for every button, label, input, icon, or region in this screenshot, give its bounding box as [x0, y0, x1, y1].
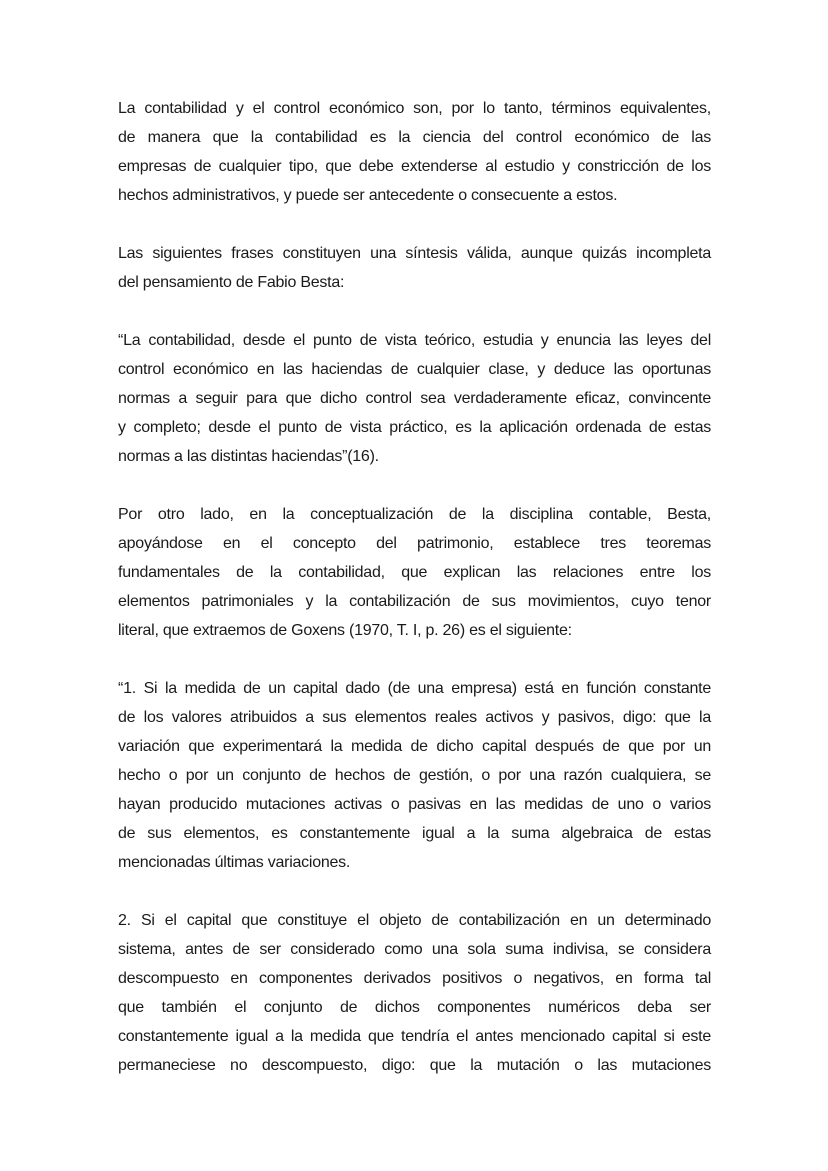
- text-line: literal, que extraemos de Goxens (1970, T. I, p. 26) es el siguiente:: [118, 622, 572, 639]
- paragraph: [118, 239, 711, 297]
- text-line: de sus elementos, es constantemente igual a la suma algebraica de estas: [118, 825, 711, 842]
- text-line: normas a seguir para que dicho control sea verdaderamente eficaz, convincente: [118, 390, 711, 407]
- text-line: hecho o por un conjunto de hechos de gestión, o por una razón cualquiera, se: [118, 767, 711, 784]
- text-line: mencionadas últimas variaciones.: [118, 854, 351, 871]
- text-line: sistema, antes de ser considerado como una sola suma indivisa, se considera: [118, 941, 711, 958]
- paragraph: [118, 94, 711, 210]
- document-page: [118, 94, 711, 1109]
- text-line: constantemente igual a la medida que tendría el antes mencionado capital si este: [118, 1028, 711, 1045]
- text-line: que también el conjunto de dichos componentes numéricos deba ser: [118, 999, 711, 1016]
- text-line: “La contabilidad, desde el punto de vista teórico, estudia y enuncia las leyes del: [118, 332, 711, 349]
- text-line: apoyándose en el concepto del patrimonio, establece tres teoremas: [118, 535, 711, 552]
- paragraph: [118, 674, 711, 877]
- text-line: hechos administrativos, y puede ser antecedente o consecuente a estos.: [118, 187, 618, 204]
- paragraph: [118, 326, 711, 471]
- text-line: control económico en las haciendas de cualquier clase, y deduce las oportunas: [118, 361, 711, 378]
- text-line: variación que experimentará la medida de dicho capital después de que por un: [118, 738, 711, 755]
- text-line: del pensamiento de Fabio Besta:: [118, 274, 345, 291]
- text-line: y completo; desde el punto de vista práctico, es la aplicación ordenada de estas: [118, 419, 711, 436]
- text-line: elementos patrimoniales y la contabilización de sus movimientos, cuyo tenor: [118, 593, 711, 610]
- text-line: fundamentales de la contabilidad, que explican las relaciones entre los: [118, 564, 711, 581]
- text-line: descompuesto en componentes derivados positivos o negativos, en forma tal: [118, 970, 711, 987]
- text-line: 2. Si el capital que constituye el objeto de contabilización en un determinado: [118, 912, 711, 929]
- paragraph: [118, 906, 711, 1080]
- text-line: Las siguientes frases constituyen una síntesis válida, aunque quizás incompleta: [118, 245, 711, 262]
- text-line: hayan producido mutaciones activas o pasivas en las medidas de uno o varios: [118, 796, 711, 813]
- text-line: empresas de cualquier tipo, que debe extenderse al estudio y constricción de los: [118, 158, 711, 175]
- text-line: de los valores atribuidos a sus elementos reales activos y pasivos, digo: que la: [118, 709, 711, 726]
- paragraph: [118, 500, 711, 645]
- text-line: Por otro lado, en la conceptualización de la disciplina contable, Besta,: [118, 506, 711, 523]
- text-line: La contabilidad y el control económico son, por lo tanto, términos equivalentes,: [118, 100, 711, 117]
- text-line: normas a las distintas haciendas”(16).: [118, 448, 379, 465]
- text-line: “1. Si la medida de un capital dado (de una empresa) está en función constante: [118, 680, 711, 697]
- text-line: de manera que la contabilidad es la ciencia del control económico de las: [118, 129, 711, 146]
- text-line: permaneciese no descompuesto, digo: que la mutación o las mutaciones: [118, 1057, 711, 1074]
